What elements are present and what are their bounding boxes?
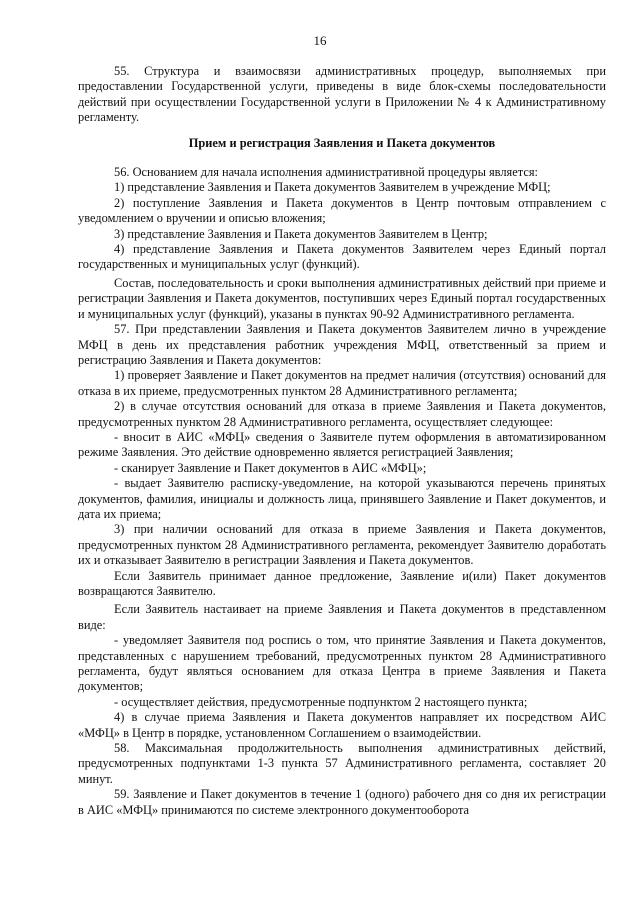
paragraph-55: 55. Структура и взаимосвязи административных процедур, выполняемых при предоставлении Государственной услуги, приведены в виде блок-схемы последовательности действий при осуществлении Государственной услуги в Приложении № 4 к Административному регламенту. xyxy=(78,64,606,125)
document-body xyxy=(78,64,606,818)
dash-item-scan: - сканирует Заявление и Пакет документов в АИС «МФЦ»; xyxy=(114,460,427,475)
list-item-57-1: 1) проверяет Заявление и Пакет документов на предмет наличия (отсутствия) оснований для отказа в их приеме, предусмотренных пунктом 28 Административного регламента; xyxy=(78,368,606,398)
dash-item-notify: - уведомляет Заявителя под роспись о том, что принятие Заявления и Пакета документов, представленных с нарушением требований, предусмотренных пунктом 28 Административного регламента, будут являться основанием для отказа Центра в приеме Заявления и Пакета документов; xyxy=(78,633,606,694)
dash-item-actions: - осуществляет действия, предусмотренные подпунктом 2 настоящего пункта; xyxy=(114,694,528,709)
list-item-57-2: 2) в случае отсутствия оснований для отказа в приеме Заявления и Пакета документов, предусмотренных пунктом 28 Административного регламента, осуществляет следующее: xyxy=(78,399,606,429)
dash-item-receipt: - выдает Заявителю расписку-уведомление, на которой указываются перечень принятых документов, фамилия, инициалы и должность лица, принявшего Заявление и Пакет документов, и дата их приема; xyxy=(78,476,606,521)
page-number: 16 xyxy=(313,33,327,48)
list-item-56-2: 2) поступление Заявления и Пакета документов в Центр почтовым отправлением с уведомлением о вручении и описью вложения; xyxy=(78,195,606,226)
list-item-57-3: 3) при наличии оснований для отказа в приеме Заявления и Пакета документов, предусмотренных пунктом 28 Административного регламента, рекомендует Заявителю доработать их и отказывает Заявителю в регистрации Заявления и Пакета документов. xyxy=(78,522,606,568)
section-heading: Прием и регистрация Заявления и Пакета документов xyxy=(188,135,496,150)
paragraph-composition: Состав, последовательность и сроки выполнения административных действий при приеме и регистрации Заявления и Пакета документов, поступивших через Единый портал государственных и муниципальных услуг (функций), указаны в пунктах 90-92 Административного регламента. xyxy=(78,275,606,321)
paragraph-57: 57. При представлении Заявления и Пакета документов Заявителем лично в учреждение МФЦ в день их представления работник учреждения МФЦ, ответственный за прием и регистрацию Заявления и Пакета документов: xyxy=(78,322,606,367)
list-item-56-1: 1) представление Заявления и Пакета документов Заявителем в учреждение МФЦ; xyxy=(114,180,551,195)
list-item-56-4: 4) представление Заявления и Пакета документов Заявителем через Единый портал государственных и муниципальных услуг (функций). xyxy=(78,242,606,272)
list-item-57-4: 4) в случае приема Заявления и Пакета документов направляет их посредством АИС «МФЦ» в Центр в порядке, установленном Соглашением о взаимодействии. xyxy=(78,710,606,740)
paragraph-59: 59. Заявление и Пакет документов в течение 1 (одного) рабочего дня со дня их регистрации в АИС «МФЦ» принимаются по системе электронного документооборота xyxy=(78,787,606,817)
paragraph-56: 56. Основанием для начала исполнения административной процедуры является: xyxy=(114,165,538,180)
dash-item-enter: - вносит в АИС «МФЦ» сведения о Заявителе путем оформления в автоматизированном режиме Заявления. Это действие одновременно является регистрацией Заявления; xyxy=(78,429,606,460)
paragraph-accepts: Если Заявитель принимает данное предложение, Заявление и(или) Пакет документов возвращаются Заявителю. xyxy=(78,568,606,598)
paragraph-58: 58. Максимальная продолжительность выполнения административных действий, предусмотренных подпунктами 1-3 пункта 57 Административного регламента, составляет 20 минут. xyxy=(78,741,606,786)
list-item-56-3: 3) представление Заявления и Пакета документов Заявителем в Центр; xyxy=(114,226,488,241)
paragraph-insists: Если Заявитель настаивает на приеме Заявления и Пакета документов в представленном виде: xyxy=(78,602,606,632)
